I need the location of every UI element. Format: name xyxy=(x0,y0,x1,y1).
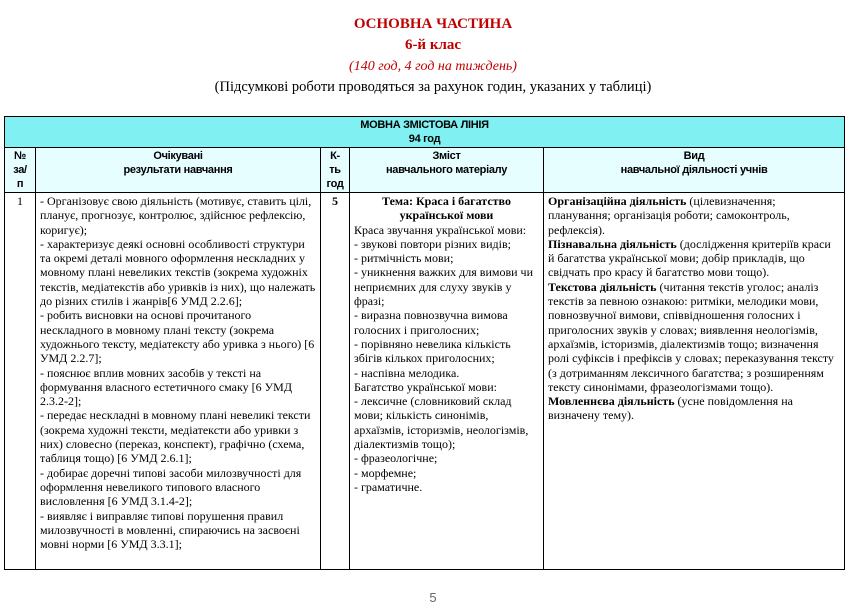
activity-item xyxy=(548,280,840,394)
row-number: 1 xyxy=(5,193,36,570)
activity-desc: (читання текстів уголос; аналіз текстів за певною ознакою: ритміки, мелодики мови, повнозвучної вимови, співвідношення голосних і приголосних звуків у словах; виявлення неологізмів, архаїзмів, історизмів, діалектизмів тощо; визначення ролі суфіксів і префіксів у словах; переказування тексту (з дотриманням лексичного багатства; з розширенням тексту синонімами, фразеологізмами тощо). xyxy=(548,279,834,394)
result-item: - Організовує свою діяльність (мотивує, ставить цілі, планує, прогнозує, контролює, здійснює рефлексію, коригує); xyxy=(40,194,312,237)
activity-desc: (цілевизначення; планування; організація роботи; самоконтроль, рефлексія). xyxy=(548,194,790,237)
section-band-title: МОВНА ЗМІСТОВА ЛІНІЯ xyxy=(360,119,489,131)
section-band xyxy=(5,117,845,148)
activity-name: Пізнавальна діяльність xyxy=(548,236,677,251)
result-item: - характеризує деякі основні особливості структури та окремі деталі мовного оформлення нескладних у мовному плані невеликих текстів (зокрема художніх текстів, медіатекстів або уривків із них), що належать до різних стилів і жанрів[6 УМД 2.2.6]; xyxy=(40,236,316,309)
section-band-hours: 94 год xyxy=(408,133,441,145)
activity-name: Організаційна діяльність xyxy=(548,194,687,208)
col-header-results-line: Очікувані xyxy=(153,150,203,162)
content-line: Краса звучання української мови: xyxy=(354,222,527,237)
col-header-results xyxy=(36,148,321,193)
col-header-num-line: № xyxy=(14,150,26,162)
content-line: - наспівна мелодика. xyxy=(354,365,460,380)
content-line: - виразна повнозвучна вимова голосних і приголосних; xyxy=(354,308,508,337)
topic-title: Тема: Краса і багатство української мови xyxy=(382,194,511,223)
note-text: (Підсумкові роботи проводяться за рахунок годин, указаних у таблиці) xyxy=(214,79,652,95)
result-item: - робить висновки на основі прочитаного нескладного в мовному плані тексту (зокрема художнього тексту, медіатексту або уривка з нього) [6 УМД 2.2.7]; xyxy=(40,308,315,366)
content-line: - морфемне; xyxy=(354,465,417,480)
result-item: - передає нескладні в мовному плані невеликі тексти (зокрема художні тексти, медіатексти або уривки з них) словесно (переказ, конспект), графічно (схема, таблиця тощо) [6 УМД 2.6.1]; xyxy=(40,408,311,466)
col-header-activity-line: навчальної діяльності учнів xyxy=(620,164,768,176)
column-header-row xyxy=(5,148,845,193)
content-line: - граматичне. xyxy=(354,479,423,494)
col-header-hours-line: год xyxy=(326,178,344,190)
content-line: - фразеологічне; xyxy=(354,451,438,466)
content-line: - звукові повтори різних видів; xyxy=(354,236,511,251)
activity-item xyxy=(548,237,840,280)
activity-name: Мовленнєва діяльність xyxy=(548,394,675,409)
section-title: ОСНОВНА ЧАСТИНА xyxy=(353,16,513,32)
activity-desc: (усне повідомлення на визначену тему). xyxy=(548,394,793,423)
activity-name: Текстова діяльність xyxy=(548,279,657,294)
col-header-results-line: результати навчання xyxy=(123,164,233,176)
title-block xyxy=(0,14,866,97)
results-cell xyxy=(36,193,321,570)
col-header-content-line: Зміст xyxy=(432,150,461,162)
col-header-hours-line: К- xyxy=(330,150,340,162)
activity-item xyxy=(548,394,840,423)
page-number: 5 xyxy=(429,590,437,605)
col-header-activity xyxy=(544,148,845,193)
col-header-num-line: за/ xyxy=(13,164,27,176)
content-line: - лексичне (словниковий склад мови; кількість синонімів, архаїзмів, історизмів, неологізмів, діалектизмів тощо); xyxy=(354,394,529,452)
activity-desc: (дослідження критеріїв краси й багатства української мови; добір прикладів, що свідчать про красу й багатство мови тощо). xyxy=(548,236,831,280)
activity-item xyxy=(548,194,840,237)
content-line: - порівняно невелика кількість збігів кількох приголосних; xyxy=(354,336,511,366)
content-line: - ритмічність мови; xyxy=(354,251,454,266)
result-item: - пояснює вплив мовних засобів у тексті на формування власного естетичного смаку [6 УМД 2.3.2-2]; xyxy=(40,365,293,409)
col-header-num-line: п xyxy=(16,178,24,190)
col-header-num xyxy=(5,148,36,193)
table-row xyxy=(5,193,845,570)
col-header-hours xyxy=(321,148,350,193)
col-header-activity-line: Вид xyxy=(683,150,705,162)
result-item: - виявляє і виправляє типові порушення правил милозвучності в мовленні, спираючись на засвоєні мовні норми [6 УМД 3.3.1]; xyxy=(40,508,300,552)
hours-count: 5 xyxy=(321,193,350,570)
grade-title: 6-й клас xyxy=(404,37,462,53)
col-header-hours-line: ть xyxy=(329,164,341,176)
result-item: - добирає доречні типові засоби милозвучності для оформлення невеликого типового власного висловлення [6 УМД 3.1.4-2]; xyxy=(40,465,302,509)
activity-cell xyxy=(544,193,845,570)
section-band-row xyxy=(5,117,845,148)
hours-subtitle: (140 год, 4 год на тиждень) xyxy=(349,59,517,74)
content-cell xyxy=(350,193,544,570)
content-line: Багатство української мови: xyxy=(354,379,497,394)
curriculum-table xyxy=(4,116,845,570)
content-line: - уникнення важких для вимови чи неприємних для слуху звуків у фразі; xyxy=(354,265,533,309)
col-header-content xyxy=(350,148,544,193)
col-header-content-line: навчального матеріалу xyxy=(385,164,508,176)
